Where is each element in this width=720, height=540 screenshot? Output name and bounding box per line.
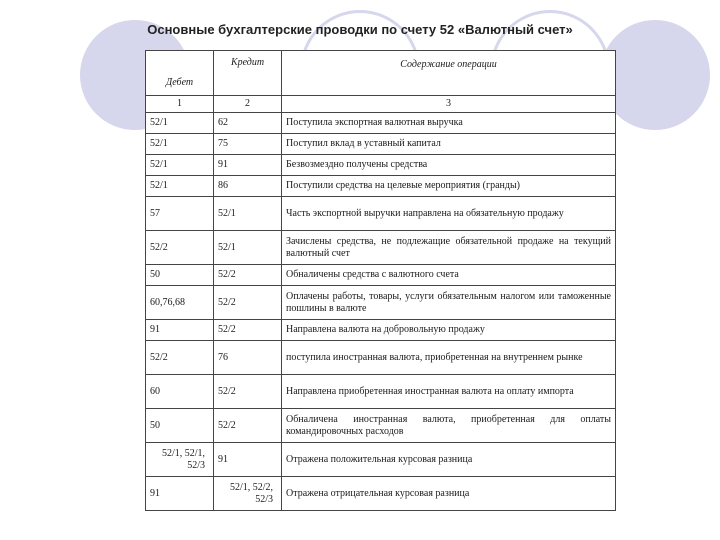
description-cell: Отражена отрицательная курсовая разница <box>282 477 616 511</box>
column-number: 3 <box>282 96 616 113</box>
description-cell: Обналичены средства с валютного счета <box>282 265 616 286</box>
description-cell: Отражена положительная курсовая разница <box>282 443 616 477</box>
debit-cell: 91 <box>146 320 214 341</box>
description-cell: Часть экспортной выручки направлена на обязательную продажу <box>282 197 616 231</box>
credit-cell: 52/2 <box>214 286 282 320</box>
description-cell: Обналичена иностранная валюта, приобретенная для оплаты командировочных расходов <box>282 409 616 443</box>
credit-cell: 52/1 <box>214 197 282 231</box>
header-description: Содержание операции <box>282 51 616 96</box>
credit-cell: 52/2 <box>214 265 282 286</box>
table-row <box>146 375 616 409</box>
debit-cell: 57 <box>146 197 214 231</box>
credit-cell: 52/2 <box>214 409 282 443</box>
credit-cell: 52/2 <box>214 320 282 341</box>
description-cell: Направлена валюта на добровольную продажу <box>282 320 616 341</box>
debit-cell: 52/1 <box>146 176 214 197</box>
table-row <box>146 265 616 286</box>
table-row <box>146 286 616 320</box>
description-cell: Оплачены работы, товары, услуги обязательным налогом или таможенные пошлины в валюте <box>282 286 616 320</box>
ledger-table <box>145 50 616 511</box>
debit-cell: 60 <box>146 375 214 409</box>
debit-cell: 52/2 <box>146 231 214 265</box>
credit-cell: 91 <box>214 443 282 477</box>
column-number: 1 <box>146 96 214 113</box>
table-row <box>146 341 616 375</box>
debit-cell: 91 <box>146 477 214 511</box>
debit-cell: 60,76,68 <box>146 286 214 320</box>
table-row <box>146 155 616 176</box>
credit-cell: 52/1, 52/2, 52/3 <box>214 477 282 511</box>
debit-cell: 50 <box>146 409 214 443</box>
debit-cell: 52/1, 52/1, 52/3 <box>146 443 214 477</box>
page-title: Основные бухгалтерские проводки по счету 52 «Валютный счет» <box>147 22 573 37</box>
header-debit: Дебет <box>146 51 214 96</box>
table-row <box>146 320 616 341</box>
table-row <box>146 113 616 134</box>
table-row <box>146 134 616 155</box>
description-cell: Поступила экспортная валютная выручка <box>282 113 616 134</box>
credit-cell: 52/2 <box>214 375 282 409</box>
description-cell: Направлена приобретенная иностранная валюта на оплату импорта <box>282 375 616 409</box>
description-cell: Безвозмездно получены средства <box>282 155 616 176</box>
credit-cell: 52/1 <box>214 231 282 265</box>
debit-cell: 50 <box>146 265 214 286</box>
header-credit: Кредит <box>214 51 282 96</box>
table-row <box>146 176 616 197</box>
debit-cell: 52/2 <box>146 341 214 375</box>
debit-cell: 52/1 <box>146 155 214 176</box>
table-row <box>146 477 616 511</box>
debit-cell: 52/1 <box>146 134 214 155</box>
debit-cell: 52/1 <box>146 113 214 134</box>
description-cell: Зачислены средства, не подлежащие обязательной продаже на текущий валютный счет <box>282 231 616 265</box>
credit-cell: 76 <box>214 341 282 375</box>
credit-cell: 62 <box>214 113 282 134</box>
description-cell: Поступил вклад в уставный капитал <box>282 134 616 155</box>
credit-cell: 91 <box>214 155 282 176</box>
table-row <box>146 231 616 265</box>
table-row <box>146 197 616 231</box>
credit-cell: 86 <box>214 176 282 197</box>
description-cell: Поступили средства на целевые мероприятия (гранды) <box>282 176 616 197</box>
credit-cell: 75 <box>214 134 282 155</box>
column-number: 2 <box>214 96 282 113</box>
table-row <box>146 409 616 443</box>
description-cell: поступила иностранная валюта, приобретенная на внутреннем рынке <box>282 341 616 375</box>
column-number-row <box>146 96 616 113</box>
table-header-row <box>146 51 616 96</box>
table-row <box>146 443 616 477</box>
